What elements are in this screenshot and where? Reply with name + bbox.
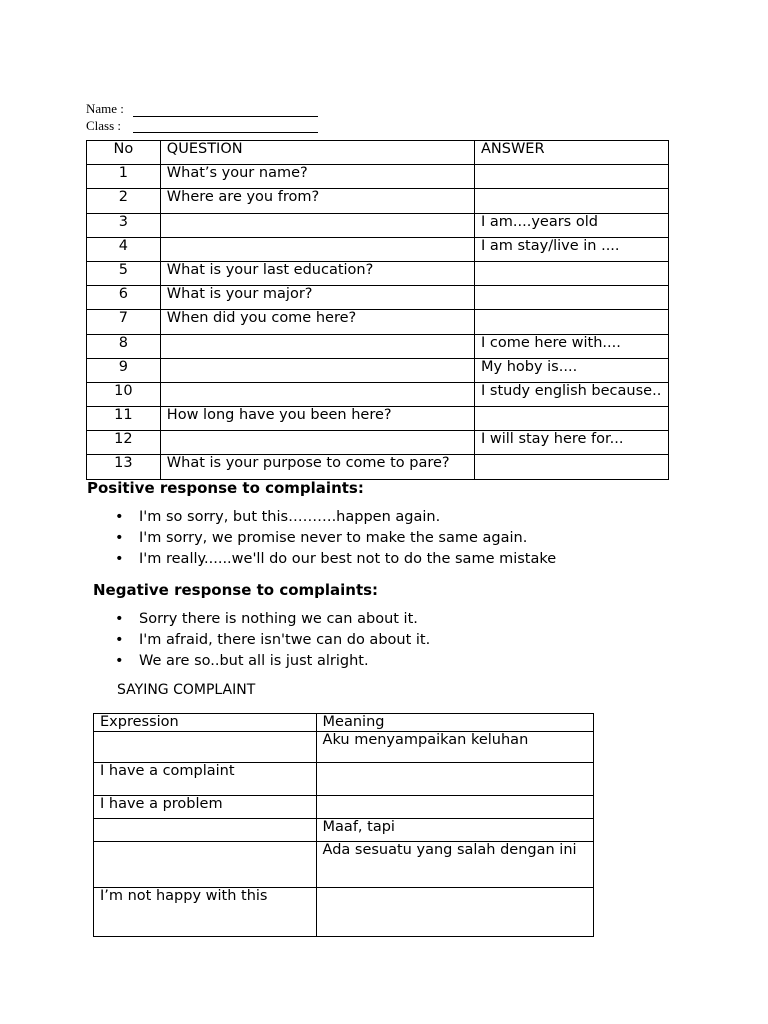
table-header-row: [87, 141, 669, 165]
header-no: No: [87, 141, 161, 165]
name-blank-line[interactable]: [133, 116, 318, 117]
table-row: [94, 763, 594, 796]
meaning-cell: Aku menyampaikan keluhan: [316, 732, 593, 763]
list-item: [115, 609, 430, 630]
table-row: [94, 842, 594, 888]
table-row: [87, 165, 669, 189]
question-cell: What is your major?: [160, 286, 474, 310]
meaning-cell: Maaf, tapi: [316, 819, 593, 842]
table-row: [87, 358, 669, 382]
class-field: [86, 118, 121, 134]
list-item: [115, 651, 430, 672]
row-number: 1: [87, 165, 161, 189]
row-number: 2: [87, 189, 161, 213]
row-number: 9: [87, 358, 161, 382]
table-row: [87, 310, 669, 334]
answer-cell: I am stay/live in ....: [475, 237, 669, 261]
header-expression: Expression: [94, 714, 317, 732]
row-number: 11: [87, 407, 161, 431]
question-answer-table: [86, 140, 669, 480]
bullet-icon: •: [115, 550, 124, 567]
header-meaning: Meaning: [316, 714, 593, 732]
expression-cell: I have a problem: [94, 796, 317, 819]
question-cell[interactable]: [160, 358, 474, 382]
class-blank-line[interactable]: [133, 132, 318, 133]
question-cell[interactable]: [160, 334, 474, 358]
row-number: 12: [87, 431, 161, 455]
question-cell: How long have you been here?: [160, 407, 474, 431]
list-item: [115, 528, 556, 549]
list-item: [115, 507, 556, 528]
question-cell[interactable]: [160, 431, 474, 455]
meaning-cell: Ada sesuatu yang salah dengan ini: [316, 842, 593, 888]
header-answer: ANSWER: [475, 141, 669, 165]
expression-meaning-table: [93, 713, 594, 937]
positive-response-heading: Positive response to complaints:: [87, 479, 364, 497]
question-cell: When did you come here?: [160, 310, 474, 334]
question-cell[interactable]: [160, 213, 474, 237]
table-row: [87, 189, 669, 213]
table-row: [87, 382, 669, 406]
row-number: 6: [87, 286, 161, 310]
bullet-icon: •: [115, 631, 124, 648]
table-row: [87, 431, 669, 455]
question-cell: What’s your name?: [160, 165, 474, 189]
meaning-cell[interactable]: [316, 763, 593, 796]
expression-cell[interactable]: [94, 732, 317, 763]
name-label: Name :: [86, 101, 124, 116]
negative-response-list: [115, 609, 430, 671]
answer-cell[interactable]: [475, 407, 669, 431]
table-row: [87, 286, 669, 310]
row-number: 10: [87, 382, 161, 406]
list-item-text: I'm really......we'll do our best not to do the same mistake: [139, 550, 557, 567]
list-item-text: I'm so sorry, but this……….happen again.: [139, 509, 441, 525]
row-number: 7: [87, 310, 161, 334]
list-item: [115, 630, 430, 651]
answer-cell[interactable]: [475, 261, 669, 285]
meaning-cell[interactable]: [316, 888, 593, 937]
row-number: 13: [87, 455, 161, 479]
question-cell: Where are you from?: [160, 189, 474, 213]
answer-cell: I study english because..: [475, 382, 669, 406]
expression-cell: I have a complaint: [94, 763, 317, 796]
name-field: [86, 101, 124, 117]
table-row: [94, 796, 594, 819]
list-item: [115, 549, 556, 570]
table-row: [87, 261, 669, 285]
class-label: Class :: [86, 118, 122, 133]
positive-response-list: [115, 507, 556, 569]
list-item-text: We are so..but all is just alright.: [139, 652, 369, 669]
table-row: [94, 819, 594, 842]
bullet-icon: •: [115, 611, 124, 627]
question-cell: What is your purpose to come to pare?: [160, 455, 474, 479]
row-number: 5: [87, 261, 161, 285]
question-cell[interactable]: [160, 382, 474, 406]
expression-cell[interactable]: [94, 842, 317, 888]
question-cell: What is your last education?: [160, 261, 474, 285]
row-number: 8: [87, 334, 161, 358]
table-row: [87, 237, 669, 261]
table-row: [94, 888, 594, 937]
bullet-icon: •: [115, 529, 124, 546]
table-row: [94, 732, 594, 763]
table-row: [87, 407, 669, 431]
expression-header-row: [94, 714, 594, 732]
bullet-icon: •: [115, 509, 124, 525]
saying-complaint-title: SAYING COMPLAINT: [117, 682, 256, 698]
table-row: [87, 334, 669, 358]
row-number: 3: [87, 213, 161, 237]
expression-cell: I’m not happy with this: [94, 888, 317, 937]
answer-cell[interactable]: [475, 286, 669, 310]
list-item-text: I'm afraid, there isn'twe can do about it.: [139, 631, 431, 648]
answer-cell[interactable]: [475, 455, 669, 479]
list-item-text: Sorry there is nothing we can about it.: [139, 611, 418, 627]
meaning-cell[interactable]: [316, 796, 593, 819]
expression-cell[interactable]: [94, 819, 317, 842]
header-question: QUESTION: [160, 141, 474, 165]
list-item-text: I'm sorry, we promise never to make the same again.: [139, 529, 528, 546]
table-row: [87, 455, 669, 479]
answer-cell[interactable]: [475, 189, 669, 213]
table-row: [87, 213, 669, 237]
negative-response-heading: Negative response to complaints:: [93, 581, 379, 599]
answer-cell[interactable]: [475, 310, 669, 334]
row-number: 4: [87, 237, 161, 261]
answer-cell: I will stay here for...: [475, 431, 669, 455]
question-cell[interactable]: [160, 237, 474, 261]
answer-cell: I come here with....: [475, 334, 669, 358]
answer-cell[interactable]: [475, 165, 669, 189]
bullet-icon: •: [115, 652, 124, 669]
answer-cell: My hoby is....: [475, 358, 669, 382]
answer-cell: I am....years old: [475, 213, 669, 237]
